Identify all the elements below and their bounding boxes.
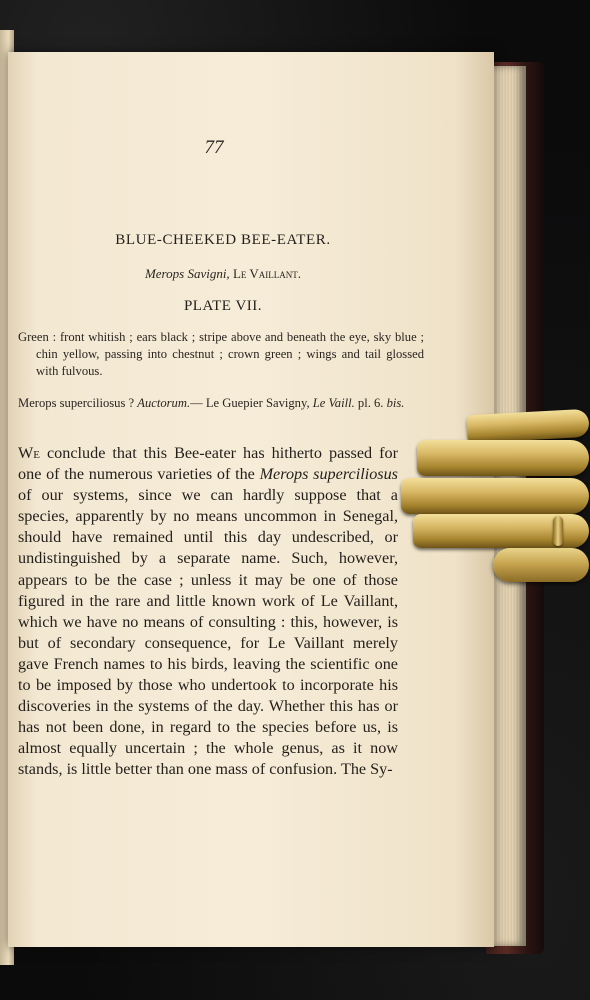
body-genus: Merops superciliosus xyxy=(259,465,398,484)
body-first-word: We xyxy=(18,444,40,462)
synonym-ref: Le Vaill. xyxy=(312,396,355,410)
synonym-plate: pl. 6. xyxy=(357,396,384,410)
body-text-part1: conclude that this Bee-eater has hitherto passed for one of the numerous varieties of the xyxy=(18,444,398,484)
synonym-bis: bis. xyxy=(386,396,405,410)
synonym-auctorum: Auctorum. xyxy=(137,396,191,410)
author-name: Le Vaillant. xyxy=(232,266,302,281)
hand-finger-index xyxy=(417,440,589,476)
body-paragraph xyxy=(18,443,398,781)
synonym-reference xyxy=(18,395,424,412)
synonym-name: Merops superciliosus ? xyxy=(18,396,135,410)
species-description: Green : front whitish ; ears black ; stripe above and beneath the eye, sky blue ; chin yellow, passing into chestnut ; crown green ; wings and tail glossed with fulvous. xyxy=(18,330,424,378)
hand-thumb xyxy=(493,548,589,582)
hand-finger-middle xyxy=(401,478,589,514)
plate-heading: PLATE VII. xyxy=(183,298,263,314)
chapter-title: BLUE-CHEEKED BEE-EATER. xyxy=(115,232,331,248)
hand-finger-top xyxy=(466,409,589,443)
hand-ring-band xyxy=(553,516,563,546)
page-number: 77 xyxy=(204,137,224,158)
species-subtitle xyxy=(18,266,428,282)
synonym-rest: — Le Guepier Savigny, xyxy=(190,396,310,410)
brass-hand-bookmark xyxy=(395,408,590,583)
body-text-part2: of our systems, since we can hardly suppose that a species, apparently by no means uncommon in Senegal, should have remained until this day undescribed, or undistinguished by a separate name. Such, however, appears to be the case ; unless it may be one of those figured in the rare and little known work of Le Vaillant, which we have no means of consulting : this, however, is but of secondary consequence, for Le Vaillant merely gave French names to his birds, leaving the scientific one to be imposed by those who undertook to incorporate his discoveries in the systems of the day. Whether this has or has not been done, in regard to the species before us, is almost equally uncertain ; the whole genus, as it now stands, is little better than one mass of confusion. The Sy- xyxy=(18,486,398,779)
latin-name: Merops Savigni, xyxy=(144,266,230,281)
